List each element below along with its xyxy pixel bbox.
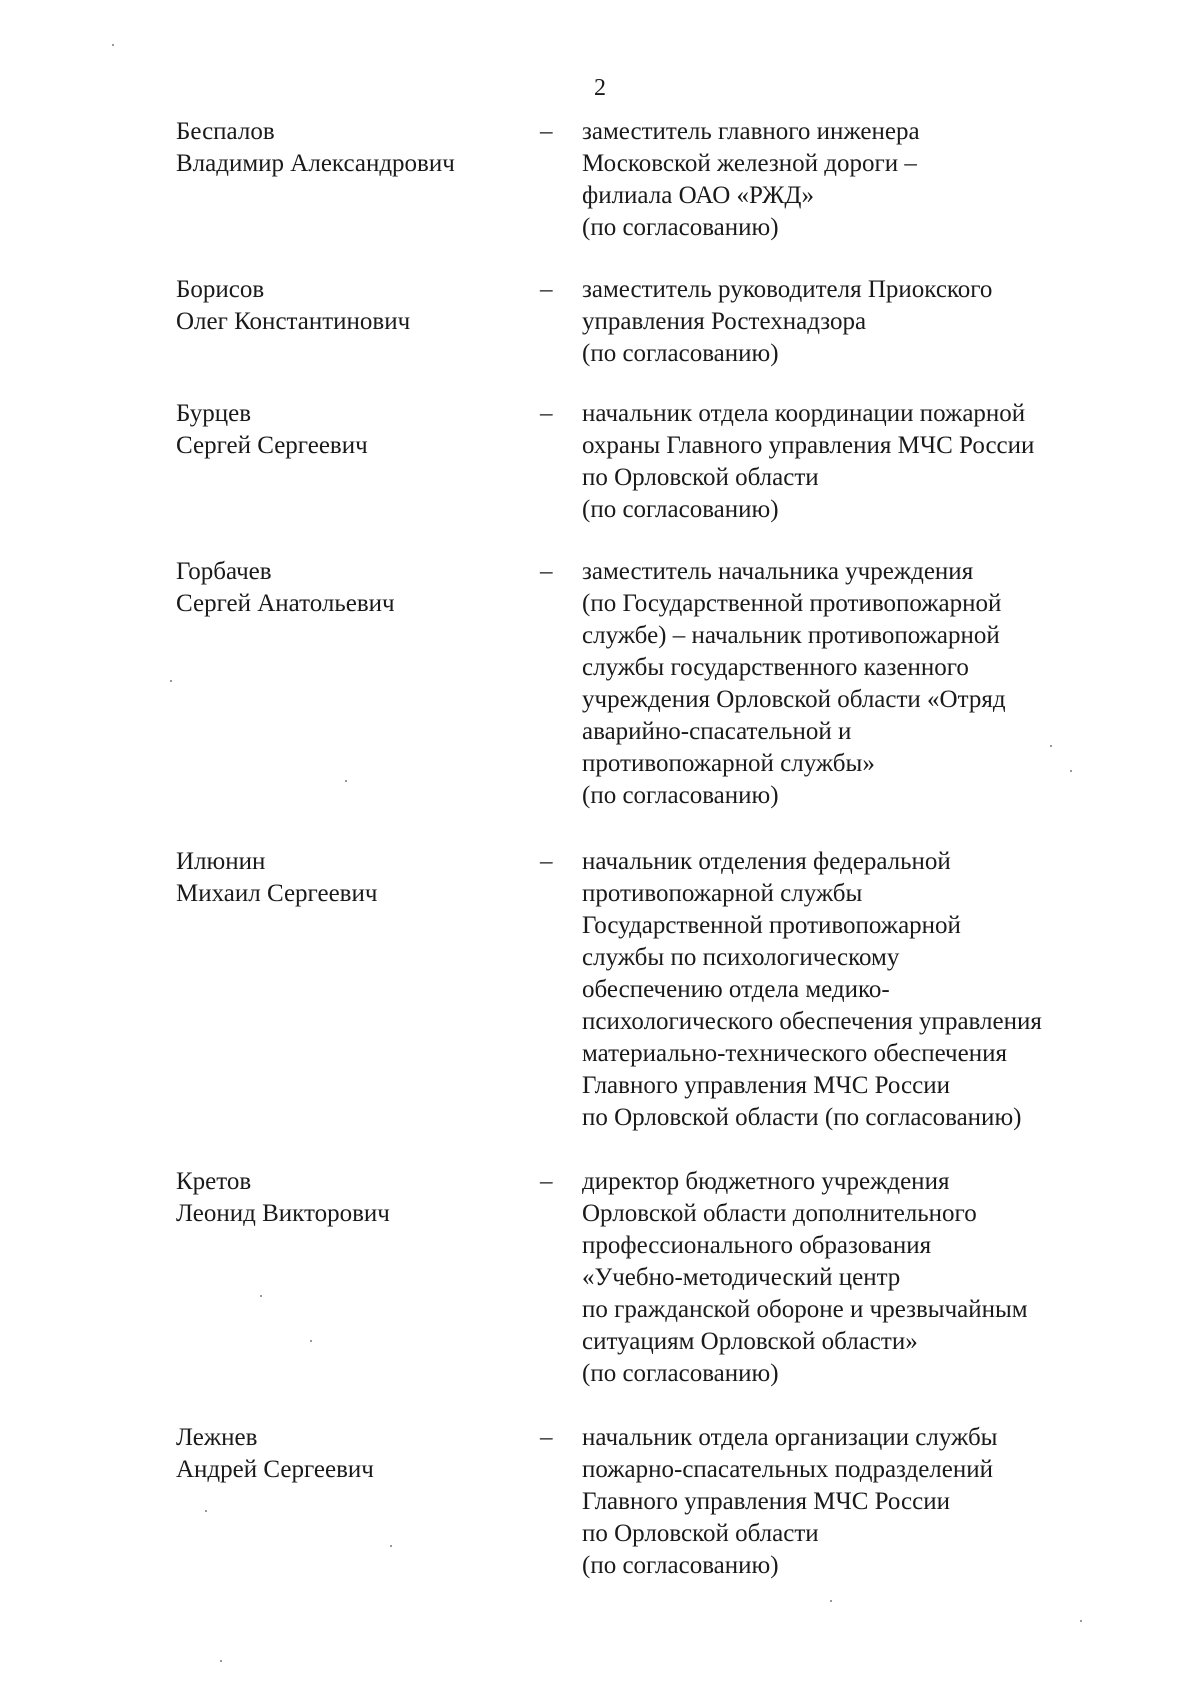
position-line: по Орловской области (по согласованию): [582, 1104, 1022, 1131]
member-given-names: Андрей Сергеевич: [176, 1456, 374, 1483]
scan-speck: [112, 44, 114, 46]
dash-separator: –: [540, 848, 553, 875]
position-line: заместитель главного инженера: [582, 118, 920, 145]
scan-speck: [220, 1660, 222, 1662]
member-given-names: Владимир Александрович: [176, 150, 455, 177]
position-line: психологического обеспечения управления: [582, 1008, 1042, 1035]
position-line: (по согласованию): [582, 1360, 779, 1387]
member-name: [176, 846, 516, 910]
member-surname: Илюнин: [176, 848, 266, 875]
member-given-names: Михаил Сергеевич: [176, 880, 378, 907]
member-position: [582, 116, 1102, 244]
dash-separator: –: [540, 1168, 553, 1195]
position-line: охраны Главного управления МЧС России: [582, 432, 1035, 459]
member-given-names: Олег Константинович: [176, 308, 411, 335]
member-surname: Беспалов: [176, 118, 275, 145]
position-line: учреждения Орловской области «Отряд: [582, 686, 1006, 713]
position-line: (по Государственной противопожарной: [582, 590, 1002, 617]
member-given-names: Леонид Викторович: [176, 1200, 390, 1227]
position-line: Орловской области дополнительного: [582, 1200, 977, 1227]
position-line: управления Ростехнадзора: [582, 308, 867, 335]
position-line: противопожарной службы: [582, 880, 863, 907]
position-line: службы государственного казенного: [582, 654, 969, 681]
dash-separator: –: [540, 118, 553, 145]
member-name: [176, 274, 516, 338]
member-name: [176, 1166, 516, 1230]
dash-separator: –: [540, 400, 553, 427]
dash-separator: –: [540, 1424, 553, 1451]
position-line: материально-технического обеспечения: [582, 1040, 1007, 1067]
position-line: противопожарной службы»: [582, 750, 875, 777]
scan-speck: [830, 1600, 832, 1602]
scan-speck: [170, 680, 172, 682]
dash-separator: –: [540, 276, 553, 303]
scan-speck: [345, 780, 347, 782]
member-position: [582, 1422, 1102, 1582]
member-surname: Горбачев: [176, 558, 272, 585]
position-line: Главного управления МЧС России: [582, 1072, 950, 1099]
position-line: обеспечению отдела медико-: [582, 976, 890, 1003]
position-line: начальник отдела организации службы: [582, 1424, 998, 1451]
member-surname: Кретов: [176, 1168, 252, 1195]
member-name: [176, 116, 516, 180]
position-line: ситуациям Орловской области»: [582, 1328, 918, 1355]
member-given-names: Сергей Анатольевич: [176, 590, 395, 617]
position-line: по Орловской области: [582, 1520, 819, 1547]
member-position: [582, 846, 1102, 1134]
position-line: по Орловской области: [582, 464, 819, 491]
position-line: Государственной противопожарной: [582, 912, 961, 939]
member-surname: Лежнев: [176, 1424, 258, 1451]
scan-speck: [1080, 1620, 1082, 1622]
scan-speck: [260, 1295, 262, 1297]
position-line: филиала ОАО «РЖД»: [582, 182, 814, 209]
position-line: (по согласованию): [582, 214, 779, 241]
position-line: (по согласованию): [582, 782, 779, 809]
position-line: заместитель руководителя Приокского: [582, 276, 993, 303]
position-line: аварийно-спасательной и: [582, 718, 852, 745]
position-line: заместитель начальника учреждения: [582, 558, 974, 585]
position-line: «Учебно-методический центр: [582, 1264, 901, 1291]
member-position: [582, 1166, 1102, 1390]
scan-speck: [390, 1545, 392, 1547]
position-line: (по согласованию): [582, 1552, 779, 1579]
position-line: профессионального образования: [582, 1232, 932, 1259]
scan-speck: [310, 1340, 312, 1342]
position-line: Московской железной дороги –: [582, 150, 917, 177]
scan-speck: [205, 1510, 207, 1512]
member-position: [582, 398, 1102, 526]
scan-speck: [1050, 745, 1052, 747]
member-surname: Борисов: [176, 276, 265, 303]
position-line: по гражданской обороне и чрезвычайным: [582, 1296, 1028, 1323]
position-line: (по согласованию): [582, 340, 779, 367]
dash-separator: –: [540, 558, 553, 585]
position-line: службы по психологическому: [582, 944, 900, 971]
member-position: [582, 556, 1102, 812]
member-position: [582, 274, 1102, 370]
position-line: (по согласованию): [582, 496, 779, 523]
member-name: [176, 1422, 516, 1486]
member-given-names: Сергей Сергеевич: [176, 432, 368, 459]
member-name: [176, 398, 516, 462]
position-line: пожарно-спасательных подразделений: [582, 1456, 993, 1483]
position-line: директор бюджетного учреждения: [582, 1168, 950, 1195]
position-line: службе) – начальник противопожарной: [582, 622, 1000, 649]
position-line: начальник отделения федеральной: [582, 848, 951, 875]
member-name: [176, 556, 516, 620]
member-surname: Бурцев: [176, 400, 252, 427]
page-number: 2: [594, 75, 606, 101]
position-line: начальник отдела координации пожарной: [582, 400, 1026, 427]
position-line: Главного управления МЧС России: [582, 1488, 950, 1515]
scan-speck: [1070, 770, 1072, 772]
